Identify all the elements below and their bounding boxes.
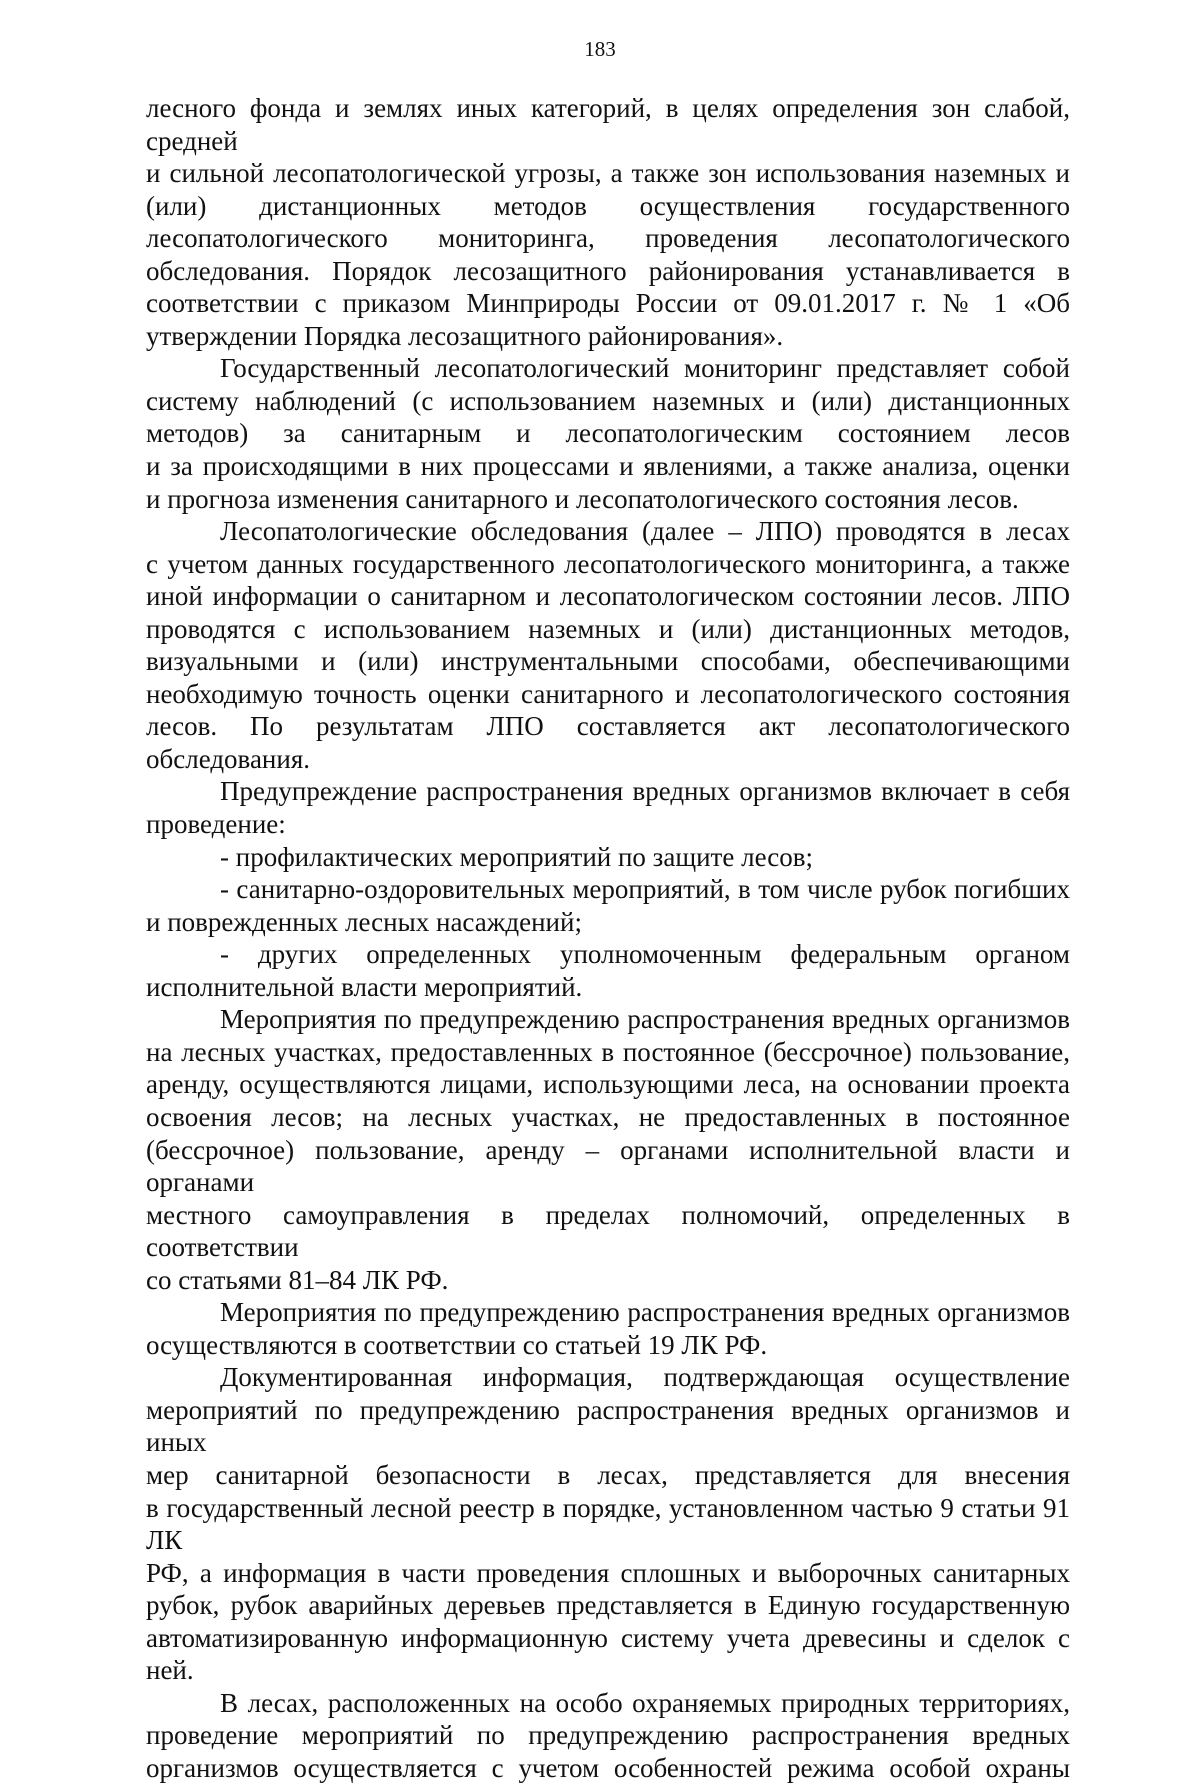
text-line: лесов. По результатам ЛПО составляется акт лесопатологического обследования. xyxy=(146,711,1070,774)
text-line: с учетом данных государственного лесопатологического мониторинга, а также xyxy=(146,548,1070,579)
text-line: визуальными и (или) инструментальными способами, обеспечивающими xyxy=(146,646,1070,677)
paragraph-p6 xyxy=(146,938,1070,1003)
text-line: необходимую точность оценки санитарного и лесопатологического состояния xyxy=(146,678,1070,709)
text-line: - профилактических мероприятий по защите лесов; xyxy=(220,841,813,872)
text-line: соответствии с приказом Минприроды России от 09.01.2017 г. № 1 «Об xyxy=(146,288,1070,319)
text-line: - других определенных уполномоченным федеральным органом xyxy=(220,939,1070,970)
paragraph-p0 xyxy=(146,92,1070,352)
text-line: и сильной лесопатологической угрозы, а также зон использования наземных и xyxy=(146,158,1070,189)
text-line: рубок, рубок аварийных деревьев представляется в Единую государственную xyxy=(146,1590,1070,1621)
text-line: и прогноза изменения санитарного и лесопатологического состояния лесов. xyxy=(146,483,1019,514)
text-line: проведение: xyxy=(146,809,286,840)
text-line: и за происходящими в них процессами и явлениями, а также анализа, оценки xyxy=(146,451,1070,482)
text-line: Государственный лесопатологический мониторинг представляет собой xyxy=(220,353,1070,384)
document-body xyxy=(146,92,1070,1784)
text-line: мер санитарной безопасности в лесах, представляется для внесения xyxy=(146,1459,1070,1490)
text-line: проводятся с использованием наземных и (или) дистанционных методов, xyxy=(146,613,1070,644)
text-line: (или) дистанционных методов осуществления государственного xyxy=(146,190,1070,221)
text-line: лесного фонда и землях иных категорий, в целях определения зон слабой, средней xyxy=(146,93,1070,156)
paragraph-p9 xyxy=(146,1361,1070,1686)
text-line: - санитарно-оздоровительных мероприятий, в том числе рубок погибших xyxy=(220,874,1070,905)
text-line: Мероприятия по предупреждению распространения вредных организмов xyxy=(220,1297,1070,1328)
text-line: исполнительной власти мероприятий. xyxy=(146,971,583,1002)
text-line: на лесных участках, предоставленных в постоянное (бессрочное) пользование, xyxy=(146,1036,1070,1067)
text-line: организмов осуществляется с учетом особенностей режима особой охраны xyxy=(146,1752,1070,1783)
text-line: (бессрочное) пользование, аренду – органами исполнительной власти и органами xyxy=(146,1134,1070,1198)
text-line: Предупреждение распространения вредных организмов включает в себя xyxy=(220,776,1070,807)
text-line: Лесопатологические обследования (далее – ЛПО) проводятся в лесах xyxy=(220,516,1070,547)
paragraph-p4 xyxy=(146,841,1070,874)
text-line: обследования. Порядок лесозащитного районирования устанавливается в xyxy=(146,255,1070,286)
text-line: и поврежденных лесных насаждений; xyxy=(146,906,582,937)
text-line: Документированная информация, подтверждающая осуществление xyxy=(220,1362,1070,1393)
text-line: местного самоуправления в пределах полномочий, определенных в соответствии xyxy=(146,1199,1070,1263)
text-line: В лесах, расположенных на особо охраняемых природных территориях, xyxy=(220,1687,1070,1718)
paragraph-p2 xyxy=(146,515,1070,775)
paragraph-p10 xyxy=(146,1687,1070,1784)
text-line: лесопатологического мониторинга, проведения лесопатологического xyxy=(146,223,1070,254)
paragraph-p5 xyxy=(146,873,1070,938)
text-line: методов) за санитарным и лесопатологическим состоянием лесов xyxy=(146,418,1070,449)
text-line: утверждении Порядка лесозащитного районирования». xyxy=(146,320,784,351)
text-line: иной информации о санитарном и лесопатологическом состоянии лесов. ЛПО xyxy=(146,581,1070,612)
text-line: мероприятий по предупреждению распространения вредных организмов и иных xyxy=(146,1394,1070,1458)
paragraph-p8 xyxy=(146,1296,1070,1361)
text-line: в государственный лесной реестр в порядке, установленном частью 9 статьи 91 ЛК xyxy=(146,1492,1070,1556)
text-line: осуществляются в соответствии со статьей 19 ЛК РФ. xyxy=(146,1329,768,1360)
page-number: 183 xyxy=(584,37,616,61)
paragraph-p1 xyxy=(146,352,1070,515)
text-line: Мероприятия по предупреждению распространения вредных организмов xyxy=(220,1004,1070,1035)
paragraph-p7 xyxy=(146,1003,1070,1296)
text-line: проведение мероприятий по предупреждению распространения вредных xyxy=(146,1720,1070,1751)
text-line: РФ, а информация в части проведения сплошных и выборочных санитарных xyxy=(146,1557,1070,1588)
text-line: аренду, осуществляются лицами, использующими леса, на основании проекта xyxy=(146,1069,1070,1100)
text-line: автоматизированную информационную систему учета древесины и сделок с ней. xyxy=(146,1622,1070,1686)
text-line: освоения лесов; на лесных участках, не предоставленных в постоянное xyxy=(146,1101,1070,1132)
text-line: со статьями 81–84 ЛК РФ. xyxy=(146,1264,449,1295)
paragraph-p3 xyxy=(146,775,1070,840)
text-line: систему наблюдений (с использованием наземных и (или) дистанционных xyxy=(146,385,1070,416)
